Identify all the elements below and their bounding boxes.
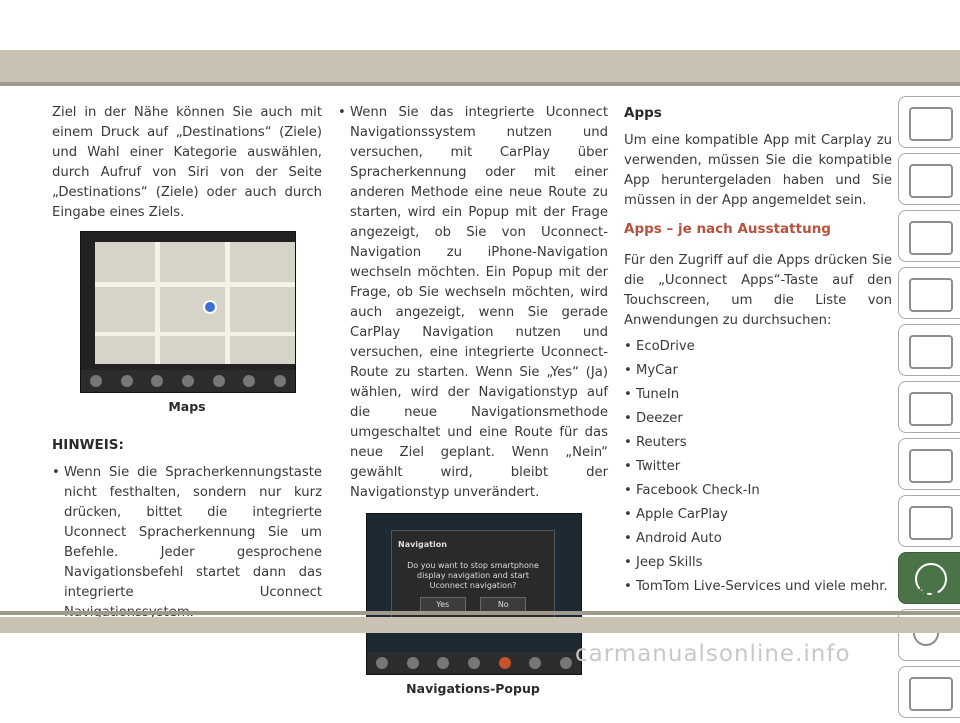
specs-gear-icon xyxy=(909,506,953,540)
bullet-dot: • xyxy=(52,465,60,480)
list-item: • EcoDrive xyxy=(624,339,695,354)
footer-rule xyxy=(0,611,960,615)
tab-emergency[interactable] xyxy=(898,381,960,433)
footer-band xyxy=(0,617,960,633)
warning-triangle-icon xyxy=(909,392,953,426)
dashboard-info-icon xyxy=(909,164,953,198)
steering-wheel-icon xyxy=(909,335,953,369)
controls-icon xyxy=(121,375,133,387)
header-band xyxy=(0,50,960,82)
list-item: • TuneIn xyxy=(624,387,680,402)
nav-icon xyxy=(213,375,225,387)
tab-instruments[interactable] xyxy=(898,153,960,205)
popup-text: Do you want to stop smartphone display navigation and start Uconnect navigation? xyxy=(407,561,539,590)
bullet-dot: • xyxy=(338,105,346,120)
list-item: • Twitter xyxy=(624,459,681,474)
map-view xyxy=(95,242,295,364)
dock-bar xyxy=(81,370,295,392)
page-top-margin xyxy=(0,0,960,50)
navigation-popup-screenshot xyxy=(366,513,582,675)
column-3 xyxy=(624,103,892,601)
navigation-bullet-text: Wenn Sie das integrierte Uconnect Navigationssystem nutzen und versuchen, mit CarPlay über Spracherkennung oder mit einer anderen Methode eine neue Route zu starten, wird ein Popup mit der Frage angezeigt, ob Sie von Uconnect-Navigation zu iPhone-Navigation wechseln möchten. Ein Popup mit der Frage, ob Sie wechseln möchten, wird auch angezeigt, wenn Sie gerade CarPlay Navigation nutzen und versuchen, eine integrierte Uconnect-Route zu starten. Wenn Sie „Yes“ (Ja) wählen, wird der Navigationstyp auf die neue Navigationsmethode umgeschaltet und eine Route für das neue Ziel geplant. Wenn „Nein“ gewählt wird, bleibt der Navigationstyp unverändert. xyxy=(350,105,608,500)
tab-lights[interactable] xyxy=(898,210,960,262)
car-info-icon xyxy=(909,107,953,141)
climate-icon xyxy=(437,657,449,669)
page-number: 341 xyxy=(906,580,942,600)
apps-heading: Apps xyxy=(624,105,662,121)
airbag-icon xyxy=(909,278,953,312)
nav-icon xyxy=(499,657,511,669)
apps-list xyxy=(624,337,892,597)
watermark: carmanualsonline.info xyxy=(575,641,851,667)
list-item: • Apple CarPlay xyxy=(624,507,728,522)
tab-service[interactable] xyxy=(898,438,960,490)
controls-icon xyxy=(407,657,419,669)
phone-icon xyxy=(243,375,255,387)
column-1 xyxy=(52,103,322,623)
radio-icon xyxy=(151,375,163,387)
apps-icon xyxy=(468,657,480,669)
maps-screenshot xyxy=(80,231,296,393)
list-item: • Jeep Skills xyxy=(624,555,703,570)
list-item: • Reuters xyxy=(624,435,687,450)
list-item: • TomTom Live-Services und viele mehr. xyxy=(624,579,888,594)
tab-safety[interactable] xyxy=(898,267,960,319)
settings-icon xyxy=(274,375,286,387)
location-marker-icon xyxy=(203,300,217,314)
list-item: • Android Auto xyxy=(624,531,722,546)
column-2 xyxy=(338,103,608,699)
tab-specifications[interactable] xyxy=(898,495,960,547)
media-icon xyxy=(376,657,388,669)
settings-icon xyxy=(560,657,572,669)
note-heading: HINWEIS: xyxy=(52,437,124,453)
apps-intro: Um eine kompatible App mit Carplay zu verwenden, müssen Sie die kompatible App heruntergeladen haben und Sie müssen in der App angemeldet sein. xyxy=(624,133,892,208)
note-bullet xyxy=(52,463,322,623)
list-item: • Deezer xyxy=(624,411,683,426)
popup-yes-button: Yes xyxy=(420,597,466,613)
popup-no-button: No xyxy=(480,597,526,613)
list-item: • MyCar xyxy=(624,363,678,378)
lights-icon xyxy=(909,221,953,255)
maps-caption: Maps xyxy=(168,399,206,414)
tab-driving[interactable] xyxy=(898,324,960,376)
tab-vehicle-info[interactable] xyxy=(898,96,960,148)
navigation-bullet xyxy=(338,103,608,503)
apps-icon xyxy=(182,375,194,387)
alphabet-index-icon xyxy=(909,677,953,711)
note-bullet-text: Wenn Sie die Spracherkennungstaste nicht festhalten, sondern nur kurz drücken, bittet die integrierte Uconnect Spracherkennung Sie um Befehle. Jeder gesprochene Navigationsbefehl startet dann das integrierte Uconnect xyxy=(64,465,322,600)
header-rule xyxy=(0,82,960,86)
media-icon xyxy=(90,375,102,387)
intro-paragraph: Ziel in der Nähe können Sie auch mit einem Druck auf „Destinations“ (Ziele) und Wahl einer Kategorie auswählen, durch Aufruf von Siri von der Seite „Destinations“ (Ziele) oder auch durch Eingabe eines Ziels. xyxy=(52,105,322,220)
navigation-popup xyxy=(391,530,555,620)
dock-bar xyxy=(367,652,581,674)
navigation-popup-caption: Navigations-Popup xyxy=(406,681,540,696)
list-item: • Facebook Check-In xyxy=(624,483,760,498)
apps-para: Für den Zugriff auf die Apps drücken Sie die „Uconnect Apps“-Taste auf den Touchscreen, um die Liste von Anwendungen zu durchsuchen: xyxy=(624,253,892,328)
car-service-icon xyxy=(909,449,953,483)
tab-index[interactable] xyxy=(898,666,960,718)
popup-title: Navigation xyxy=(398,540,447,549)
apps-subheading: Apps – je nach Ausstattung xyxy=(624,221,831,237)
phone-icon xyxy=(529,657,541,669)
